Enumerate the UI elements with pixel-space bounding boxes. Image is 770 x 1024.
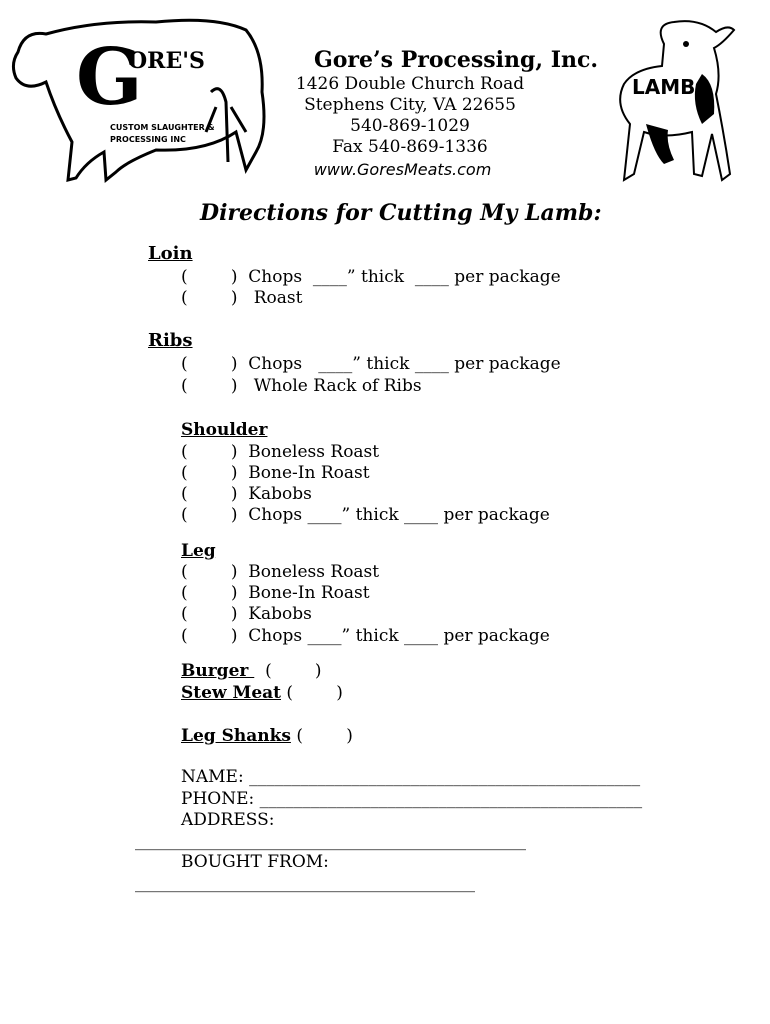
shoulder-item: ( ) Chops ____” thick ____ per package [181, 505, 550, 525]
leg-item: ( ) Chops ____” thick ____ per package [181, 626, 550, 646]
shoulder-item: ( ) Bone-In Roast [181, 463, 370, 483]
address-field[interactable]: ______________________________________________ [135, 831, 526, 851]
shoulder-heading: Shoulder [181, 420, 268, 440]
bought-from-field[interactable]: ________________________________________ [135, 873, 475, 893]
page-title: Directions for Cutting My Lamb: [200, 200, 602, 226]
shoulder-item: ( ) Kabobs [181, 484, 312, 504]
burger-row [181, 661, 322, 681]
company-city: Stephens City, VA 22655 [304, 95, 516, 115]
shanks-checkbox[interactable]: ( ) [290, 726, 353, 746]
burger-label: Burger [181, 661, 255, 681]
leg-item: ( ) Kabobs [181, 604, 312, 624]
logo-sub2: PROCESSING INC [110, 135, 186, 144]
company-name: Gore’s Processing, Inc. [313, 47, 599, 73]
stew-checkbox[interactable]: ( ) [281, 683, 343, 703]
name-field[interactable]: NAME: ______________________________________________ [181, 767, 641, 787]
leg-item: ( ) Boneless Roast [181, 562, 380, 582]
leg-heading: Leg [181, 541, 216, 561]
loin-item: ( ) Roast [181, 288, 303, 308]
phone-field[interactable]: PHONE: _____________________________________________ [181, 789, 643, 809]
company-phone: 540-869-1029 [350, 116, 470, 136]
lamb-picture [604, 14, 744, 189]
gores-logo [6, 12, 272, 184]
loin-item: ( ) Chops ____” thick ____ per package [181, 267, 561, 287]
company-website[interactable]: www.GoresMeats.com [313, 160, 492, 179]
company-fax: Fax 540-869-1336 [332, 137, 488, 157]
shanks-label: Leg Shanks [181, 726, 291, 746]
company-street: 1426 Double Church Road [295, 74, 525, 94]
loin-heading: Loin [148, 243, 193, 264]
burger-checkbox[interactable]: ( ) [254, 661, 322, 681]
leg-item: ( ) Bone-In Roast [181, 583, 370, 603]
ribs-item: ( ) Whole Rack of Ribs [181, 376, 422, 396]
address-label: ADDRESS: [181, 810, 275, 830]
ribs-item: ( ) Chops ____” thick ____ per package [181, 354, 561, 374]
stew-label: Stew Meat [181, 683, 281, 703]
bought-from-label: BOUGHT FROM: [181, 852, 329, 872]
lamb-label: LAMB [632, 75, 696, 99]
ribs-heading: Ribs [148, 330, 193, 351]
logo-name: ORE'S [128, 48, 205, 74]
logo-sub1: CUSTOM SLAUGHTER & [110, 123, 215, 132]
shanks-row [181, 726, 353, 746]
logo-big-g: G [76, 32, 143, 123]
stew-row [181, 683, 343, 703]
shoulder-item: ( ) Boneless Roast [181, 442, 380, 462]
